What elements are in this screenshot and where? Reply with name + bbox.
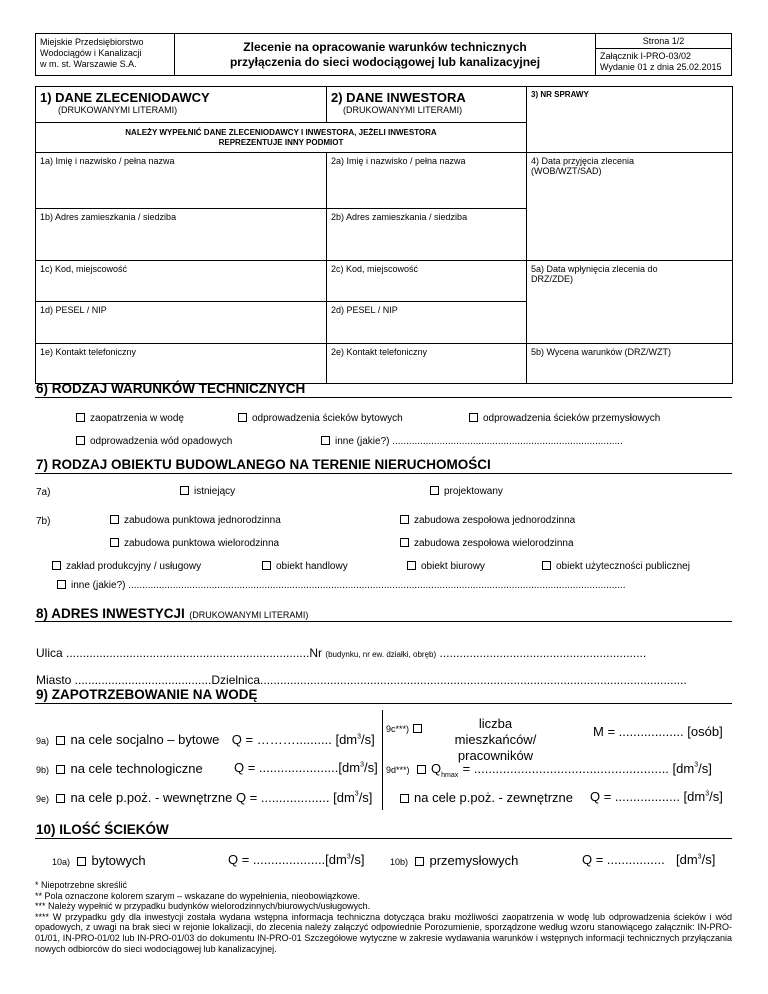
flow-9f[interactable]: Q = .................. $[dm^3/s]$	[590, 789, 723, 804]
row-10a[interactable]: 10a) bytowych	[52, 853, 146, 868]
checkbox[interactable]	[57, 580, 66, 589]
checkbox[interactable]	[430, 486, 439, 495]
field-5a[interactable]: 5a) Data wpłynięcia zlecenia do DRZ/ZDE)	[527, 261, 733, 344]
section-1-header: 1) DANE ZLECENIODAWCY (DRUKOWANYMI LITERAMI)	[36, 87, 327, 123]
document-meta	[596, 34, 732, 76]
divider	[35, 703, 732, 704]
checkbox[interactable]	[413, 724, 422, 733]
section-10-title: 10) ILOŚĆ ŚCIEKÓW	[36, 822, 169, 837]
row-10b[interactable]: 10b) przemysłowych	[390, 853, 519, 868]
checkbox[interactable]	[56, 736, 65, 745]
field-2b[interactable]: 2b) Adres zamieszkania / siedziba	[327, 209, 527, 261]
section-8-title: 8) ADRES INWESTYCJI (DRUKOWANYMI LITERAMI)	[36, 606, 309, 621]
row-9a[interactable]: 9a) na cele socjalno – bytowe Q = ……….......... $[dm^3/s]$	[36, 732, 375, 747]
checkbox[interactable]	[400, 794, 409, 803]
option-rainwater[interactable]: odprowadzenia wód opadowych	[76, 436, 232, 447]
checkbox[interactable]	[321, 436, 330, 445]
company-name: Miejskie Przedsiębiorstwo Wodociągów i Kanalizacji w m. st. Warszawie S.A.	[36, 34, 175, 76]
checkbox[interactable]	[52, 561, 61, 570]
option-office[interactable]: obiekt biurowy	[407, 561, 485, 572]
label-7b: 7b)	[36, 516, 51, 527]
field-4[interactable]: 4) Data przyjęcia zlecenia (WOB/WZT/SAD)	[527, 153, 733, 261]
section-9-title: 9) ZAPOTRZEBOWANIE NA WODĘ	[36, 687, 258, 702]
checkbox[interactable]	[417, 765, 426, 774]
fill-instruction: NALEŻY WYPEŁNIĆ DANE ZLECENIODAWCY I INWESTORA, JEŻELI INWESTORA REPREZENTUJE INNY PODMIOT	[36, 123, 527, 153]
annex-number: Załącznik I-PRO-03/02	[600, 51, 692, 61]
party-data-table	[35, 86, 733, 384]
flow-9b[interactable]: $Q = ......................[dm^3/s]$	[234, 760, 378, 775]
checkbox[interactable]	[238, 413, 247, 422]
row-9c[interactable]: 9c***)	[386, 719, 427, 737]
field-1a[interactable]: 1a) Imię i nazwisko / pełna nazwa	[36, 153, 327, 209]
residents-label: liczba mieszkańców/ pracowników	[454, 716, 537, 763]
field-1d[interactable]: 1d) PESEL / NIP	[36, 302, 327, 344]
field-2d[interactable]: 2d) PESEL / NIP	[327, 302, 527, 344]
divider	[35, 838, 732, 839]
field-2e[interactable]: 2e) Kontakt telefoniczny	[327, 344, 527, 384]
option-industrial-sewage[interactable]: odprowadzenia ścieków przemysłowych	[469, 413, 660, 424]
checkbox[interactable]	[400, 515, 409, 524]
field-2a[interactable]: 2a) Imię i nazwisko / pełna nazwa	[327, 153, 527, 209]
section-7-title: 7) RODZAJ OBIEKTU BUDOWLANEGO NA TERENIE NIERUCHOMOŚCI	[36, 457, 491, 472]
field-5b[interactable]: 5b) Wycena warunków (DRZ/WZT)	[527, 344, 733, 384]
row-9f[interactable]: na cele p.poż. - zewnętrzne	[400, 789, 573, 807]
vertical-divider	[382, 710, 383, 810]
section-6-title: 6) RODZAJ WARUNKÓW TECHNICZNYCH	[36, 381, 306, 396]
header-table	[35, 33, 732, 76]
checkbox[interactable]	[262, 561, 271, 570]
footnotes	[35, 880, 732, 954]
unit-10b: $[dm^3/s]$	[676, 852, 716, 867]
option-other[interactable]: inne (jakie?) ...................................................................................	[321, 436, 623, 447]
section-2-header: 2) DANE INWESTORA (DRUKOWANYMI LITERAMI)	[327, 87, 527, 123]
divider	[35, 473, 732, 474]
option-planned[interactable]: projektowany	[430, 486, 503, 497]
option-point-single-family[interactable]: zabudowa punktowa jednorodzinna	[110, 515, 281, 526]
checkbox[interactable]	[407, 561, 416, 570]
option-domestic-sewage[interactable]: odprowadzenia ścieków bytowych	[238, 413, 403, 424]
option-point-multi-family[interactable]: zabudowa punktowa wielorodzinna	[110, 538, 279, 549]
residents-count[interactable]: M = .................. [osób]	[593, 724, 723, 739]
city-district-field[interactable]: Miasto .........................................Dzielnica................................................................................................................................	[36, 673, 687, 687]
footnote-2: ** Pola oznaczone kolorem szarym – wskazane do wypełnienia, nieobowiązkowe.	[35, 890, 361, 901]
street-field[interactable]: Ulica .........................................................................Nr (budynku, nr ew. działki, obręb) ..............................................................	[36, 646, 647, 660]
row-9b[interactable]: 9b) na cele technologiczne	[36, 761, 203, 776]
checkbox[interactable]	[110, 538, 119, 547]
flow-10a[interactable]: $Q = ....................[dm^3/s]$	[228, 852, 365, 867]
footnote-4: **** W przypadku gdy dla inwestycji została wydana wstępna informacja techniczna dotycząca braku możliwości zaopatrzenia w wodę lub odprowadzenia ścieków i wód opadowych, z uwagi na brak sieci w rejonie lokalizacji, do zlecenia należy załączyć odpowiednie Porozumienie, sporządzone według wzoru stanowiącego załącznik: IN-PRO-01/01, IN-PRO-01/02 lub IN-PRO-01/03 do dokumentu IN-PRO-01 Szczegółowe wytyczne w zakresie wydawania warunków i wstępnych informacji technicznych przyłączania nowych odbiorców do sieci wodociągowej lub kanalizacyjnej.	[35, 911, 732, 954]
option-public-utility[interactable]: obiekt użyteczności publicznej	[542, 561, 690, 572]
checkbox[interactable]	[56, 765, 65, 774]
row-9e[interactable]: 9e) na cele p.poż. - wewnętrzne Q = ................... $[dm^3/s]$	[36, 790, 373, 805]
option-production-plant[interactable]: zakład produkcyjny / usługowy	[52, 561, 201, 572]
checkbox[interactable]	[76, 436, 85, 445]
option-retail[interactable]: obiekt handlowy	[262, 561, 348, 572]
checkbox[interactable]	[76, 413, 85, 422]
checkbox[interactable]	[400, 538, 409, 547]
footnote-1: * Niepotrzebne skreślić	[35, 880, 128, 890]
option-water-supply[interactable]: zaopatrzenia w wodę	[76, 413, 184, 424]
document-title: Zlecenie na opracowanie warunków technicznych przyłączenia do sieci wodociągowej lub kanalizacyjnej	[175, 34, 596, 76]
field-2c[interactable]: 2c) Kod, miejscowość	[327, 261, 527, 302]
checkbox[interactable]	[77, 857, 86, 866]
label-7a: 7a)	[36, 487, 51, 498]
field-1c[interactable]: 1c) Kod, miejscowość	[36, 261, 327, 302]
flow-10b[interactable]: Q = ................	[582, 852, 665, 867]
checkbox[interactable]	[469, 413, 478, 422]
option-existing[interactable]: istniejący	[180, 486, 235, 497]
case-number-field[interactable]: 3) NR SPRAWY	[527, 87, 733, 153]
checkbox[interactable]	[56, 794, 65, 803]
footnote-3: *** Należy wypełnić w przypadku budynków wielorodzinnych/biurowych/usługowych.	[35, 901, 371, 912]
divider	[35, 621, 732, 622]
edition: Wydanie 01 z dnia 25.02.2015	[600, 62, 722, 72]
divider	[35, 397, 732, 398]
checkbox[interactable]	[180, 486, 189, 495]
checkbox[interactable]	[415, 857, 424, 866]
checkbox[interactable]	[110, 515, 119, 524]
field-1e[interactable]: 1e) Kontakt telefoniczny	[36, 344, 327, 384]
option-other-object[interactable]: inne (jakie?) ...................................................................................................................................................................................	[57, 580, 732, 591]
option-group-single-family[interactable]: zabudowa zespołowa jednorodzinna	[400, 515, 575, 526]
row-9d[interactable]: 9d***) $Q_{hmax}$ = ...................................................... $[dm^3/s]$	[386, 761, 712, 780]
page-number: Strona 1/2	[596, 34, 731, 49]
checkbox[interactable]	[542, 561, 551, 570]
option-group-multi-family[interactable]: zabudowa zespołowa wielorodzinna	[400, 538, 574, 549]
field-1b[interactable]: 1b) Adres zamieszkania / siedziba	[36, 209, 327, 261]
